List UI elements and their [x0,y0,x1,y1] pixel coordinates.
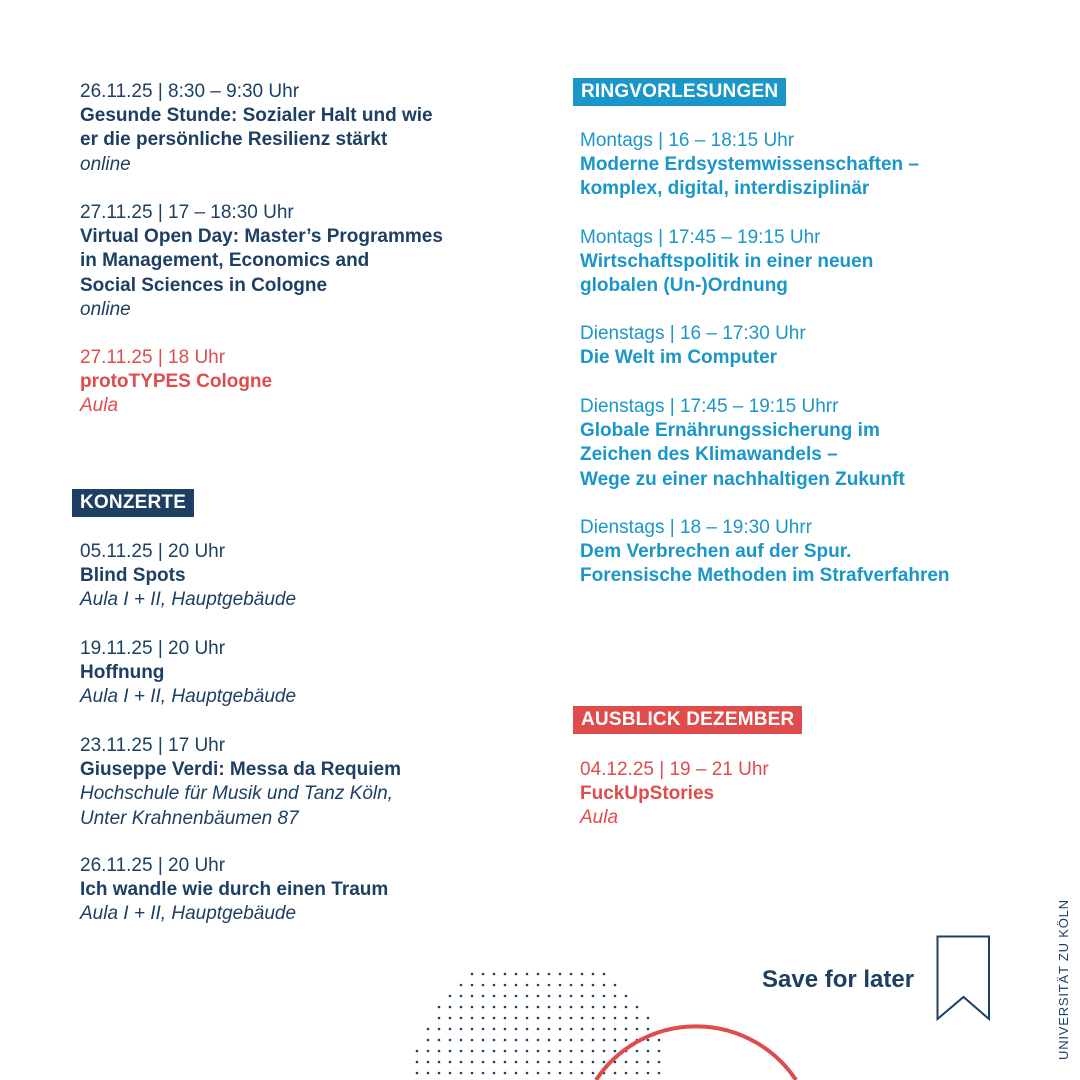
decor-dot [482,984,485,987]
decor-dot [515,1039,518,1042]
event-place: Aula I + II, Hauptgebäude [80,686,297,708]
decor-dot [482,1028,485,1031]
decor-dot [438,1061,441,1064]
decor-dot [548,1039,551,1042]
decor-dot [658,1061,661,1064]
decor-dot [614,1050,617,1053]
decor-dot [460,995,463,998]
decor-dot [537,973,540,976]
decor-dot [537,1006,540,1009]
decor-dot [460,1072,463,1075]
decor-dot [559,973,562,976]
decor-dot [570,1017,573,1020]
decor-dot [504,1072,507,1075]
decor-dot [581,984,584,987]
event-date: Dienstags | 18 – 19:30 Uhrr [580,517,813,538]
decor-dot [449,995,452,998]
decor-dot [482,1017,485,1020]
decor-dot [526,973,529,976]
decor-dot [625,1061,628,1064]
decor-dot [559,1017,562,1020]
decor-dot [471,1028,474,1031]
decor-dot [636,1006,639,1009]
bookmark-icon[interactable] [936,935,992,1023]
decor-dot [493,1039,496,1042]
decor-dot [416,1050,419,1053]
decor-dot [658,1050,661,1053]
decor-dot [460,1028,463,1031]
decor-dot [526,995,529,998]
decor-dot [603,973,606,976]
decor-dot [493,1050,496,1053]
event-date: 05.11.25 | 20 Uhr [80,541,226,562]
decor-dot [548,973,551,976]
decor-dot [581,1017,584,1020]
decor-dot [449,1006,452,1009]
decor-dot [603,995,606,998]
decor-dot [548,1061,551,1064]
decor-dot [636,1017,639,1020]
event-blind-spots [80,540,500,613]
decor-dot [471,1006,474,1009]
decor-dot [625,995,628,998]
decor-dot [471,1061,474,1064]
decor-dot [603,1050,606,1053]
decor-dot [537,984,540,987]
decor-dot [614,984,617,987]
decor-dot [548,1028,551,1031]
decor-dot [548,1006,551,1009]
decor-dot [471,1072,474,1075]
event-title: Wirtschaftspolitik in einer neuen globalen (Un-)Ordnung [580,251,874,297]
decor-dot [537,995,540,998]
decor-dot [592,1028,595,1031]
decor-dot [592,995,595,998]
decor-dot [482,1050,485,1053]
decor-dot [427,1028,430,1031]
event-title: Dem Verbrechen auf der Spur. Forensische Methoden im Strafverfahren [580,541,950,587]
lecture-verbrechen [580,516,1040,589]
decor-dot [493,1028,496,1031]
decor-dot [647,1072,650,1075]
event-messa-da-requiem [80,734,500,831]
decor-dot [493,984,496,987]
decor-dot [570,1050,573,1053]
decor-dot [504,995,507,998]
event-fuckupstories [580,758,1040,831]
event-place: Aula I + II, Hauptgebäude [80,589,297,611]
event-date: 19.11.25 | 20 Uhr [80,638,226,659]
event-ich-wandle [80,854,500,927]
decor-dot [537,1072,540,1075]
decor-dot [581,1028,584,1031]
decor-dot [570,973,573,976]
decor-dot [548,984,551,987]
decor-dot [515,1028,518,1031]
decor-dot [647,1017,650,1020]
decor-dot [537,1050,540,1053]
decor-dot [438,1039,441,1042]
decor-dot [614,1039,617,1042]
decor-dot [460,1039,463,1042]
decorative-dots-arc [400,960,820,1080]
decor-dot [647,1039,650,1042]
decor-dot [647,1061,650,1064]
decor-dot [493,1006,496,1009]
decor-dot [658,1039,661,1042]
lecture-welt-im-computer [580,322,1040,370]
decor-dot [592,1039,595,1042]
decor-dot [625,1006,628,1009]
decor-dot [482,1006,485,1009]
event-title: Virtual Open Day: Master’s Programmes in Management, Economics and Social Sciences in Cologne [80,226,443,296]
decor-dot [592,984,595,987]
ringvorlesungen-label: RINGVORLESUNGEN [573,78,786,106]
event-place: Aula [580,807,619,829]
decor-dot [592,1017,595,1020]
decor-dot [515,1006,518,1009]
event-title: protoTYPES Cologne [80,371,273,393]
decor-dot [570,1072,573,1075]
event-date: 26.11.25 | 8:30 – 9:30 Uhr [80,81,300,102]
decor-dot [636,1028,639,1031]
decor-dot [482,973,485,976]
decor-dot [504,1028,507,1031]
decor-dot [416,1072,419,1075]
event-virtual-open-day [80,201,500,322]
decor-dot [647,1028,650,1031]
event-place: online [80,298,131,320]
decor-dot [581,1039,584,1042]
event-place: Aula I + II, Hauptgebäude [80,903,297,925]
decor-dot [427,1061,430,1064]
lecture-ernaehrungssicherung [580,395,1040,492]
save-for-later-text[interactable]: Save for later [762,966,915,993]
event-title: Globale Ernährungssicherung im Zeichen des Klimawandels – Wege zu einer nachhaltigen Zukunft [580,420,905,490]
decor-dot [438,1028,441,1031]
event-title: FuckUpStories [580,783,715,805]
decor-dot [460,1061,463,1064]
decor-dot [504,1039,507,1042]
decor-dot [636,1072,639,1075]
decor-dot [592,1050,595,1053]
decor-dot [482,1039,485,1042]
decor-dot [603,1006,606,1009]
decor-dot [581,995,584,998]
decor-dot [559,995,562,998]
decor-dot [603,1061,606,1064]
decor-dot [515,995,518,998]
decor-dot [427,1072,430,1075]
decor-dot [570,1039,573,1042]
decor-dot [559,1006,562,1009]
event-date: Dienstags | 16 – 17:30 Uhr [580,323,806,344]
decor-dot [460,1050,463,1053]
decor-dot [636,1050,639,1053]
decor-dot [526,1017,529,1020]
decor-dot [537,1039,540,1042]
decor-dot [449,1061,452,1064]
event-date: Montags | 17:45 – 19:15 Uhr [580,227,821,248]
decor-dot [482,995,485,998]
decor-dot [449,1017,452,1020]
decor-dot [482,1072,485,1075]
decor-dot [515,1072,518,1075]
event-title: Ich wandle wie durch einen Traum [80,879,389,901]
decor-dot [526,1072,529,1075]
decor-dot [537,1061,540,1064]
decor-dot [493,973,496,976]
decor-dot [592,973,595,976]
decor-dot [570,984,573,987]
decor-dot [471,984,474,987]
decor-dot [427,1039,430,1042]
event-date: 27.11.25 | 17 – 18:30 Uhr [80,202,294,223]
event-date: 23.11.25 | 17 Uhr [80,735,226,756]
decor-dot [515,1061,518,1064]
decor-dot [614,1017,617,1020]
decor-dot [427,1050,430,1053]
decor-dot [559,1061,562,1064]
event-date: 04.12.25 | 19 – 21 Uhr [580,759,769,780]
event-title: Gesunde Stunde: Sozialer Halt und wie er die persönliche Resilienz stärkt [80,105,433,151]
decor-dot [526,1050,529,1053]
decor-dot [647,1050,650,1053]
decor-dot [548,1017,551,1020]
university-brand-text: UNIVERSITÄT ZU KÖLN [1056,899,1071,1060]
decor-dot [482,1061,485,1064]
decor-dot [449,1039,452,1042]
decor-dot [515,1017,518,1020]
decor-dot [526,1028,529,1031]
decor-dot [614,1028,617,1031]
decor-dot [471,1039,474,1042]
decor-dot [603,1028,606,1031]
decor-dot [636,1061,639,1064]
event-place: online [80,153,131,175]
decor-dot [625,1039,628,1042]
decor-dot [614,1006,617,1009]
decor-dot [625,1017,628,1020]
decor-dot [603,1039,606,1042]
decor-dot [460,984,463,987]
decor-dot [548,1050,551,1053]
decor-dot [493,995,496,998]
decor-dot [592,1072,595,1075]
decor-dot [526,1039,529,1042]
decor-dot [559,1039,562,1042]
decor-dot [515,984,518,987]
event-date: Montags | 16 – 18:15 Uhr [580,130,795,151]
event-prototypes [80,346,500,419]
event-hoffnung [80,637,500,710]
decor-dot [449,1072,452,1075]
decor-dot [449,1028,452,1031]
decor-dot [581,973,584,976]
decor-dot [581,1072,584,1075]
decor-dot [614,1072,617,1075]
decor-dot [526,984,529,987]
decor-dot [592,1061,595,1064]
decor-dot [537,1028,540,1031]
event-date: Dienstags | 17:45 – 19:15 Uhrr [580,396,839,417]
decor-dot [493,1072,496,1075]
decor-dot [603,1017,606,1020]
decor-dot [581,1050,584,1053]
decor-dot [570,995,573,998]
decor-dot [515,973,518,976]
ausblick-label: AUSBLICK DEZEMBER [573,706,802,734]
decor-dot [504,973,507,976]
decor-dot [559,1028,562,1031]
event-place: Aula [80,395,119,417]
lecture-wirtschaftspolitik [580,226,1040,299]
decor-dot [570,1028,573,1031]
event-title: Giuseppe Verdi: Messa da Requiem [80,759,401,781]
decor-dot [504,1061,507,1064]
decor-dot [438,1017,441,1020]
decor-dot [460,1006,463,1009]
decor-dot [625,1028,628,1031]
lecture-erdsystem [580,129,1040,202]
decor-dot [504,1006,507,1009]
event-title: Blind Spots [80,565,186,587]
decor-dot [526,1061,529,1064]
decor-dot [559,984,562,987]
event-title: Hoffnung [80,662,165,684]
decor-dot [658,1072,661,1075]
decor-dot [559,1072,562,1075]
decor-dot [570,1006,573,1009]
decor-dot [460,1017,463,1020]
decor-dot [559,1050,562,1053]
decor-dot [449,1050,452,1053]
decor-dot [614,995,617,998]
decor-dot [471,973,474,976]
decor-dot [570,1061,573,1064]
decor-dot [548,1072,551,1075]
event-place: Hochschule für Musik und Tanz Köln, Unter Krahnenbäumen 87 [80,783,393,829]
konzerte-label: KONZERTE [72,489,194,517]
decor-dot [548,995,551,998]
decor-dot [504,984,507,987]
decor-dot [471,1017,474,1020]
event-date: 26.11.25 | 20 Uhr [80,855,226,876]
event-gesunde-stunde [80,80,500,177]
event-title: Die Welt im Computer [580,347,778,369]
decor-dot [581,1006,584,1009]
decor-dot [471,1050,474,1053]
decor-dot [471,995,474,998]
decor-dot [493,1017,496,1020]
decor-dot [603,984,606,987]
decor-dot [592,1006,595,1009]
decor-dot [504,1050,507,1053]
decor-dot [438,1006,441,1009]
decor-dot [493,1061,496,1064]
decor-dot [537,1017,540,1020]
decor-dot [515,1050,518,1053]
decor-dot [416,1061,419,1064]
decor-dot [625,1072,628,1075]
decor-dot [581,1061,584,1064]
decor-dot [504,1017,507,1020]
decor-dot [526,1006,529,1009]
decor-dot [438,1050,441,1053]
event-title: Moderne Erdsystemwissenschaften – komplex, digital, interdisziplinär [580,154,919,200]
event-date: 27.11.25 | 18 Uhr [80,347,226,368]
decor-dot [438,1072,441,1075]
